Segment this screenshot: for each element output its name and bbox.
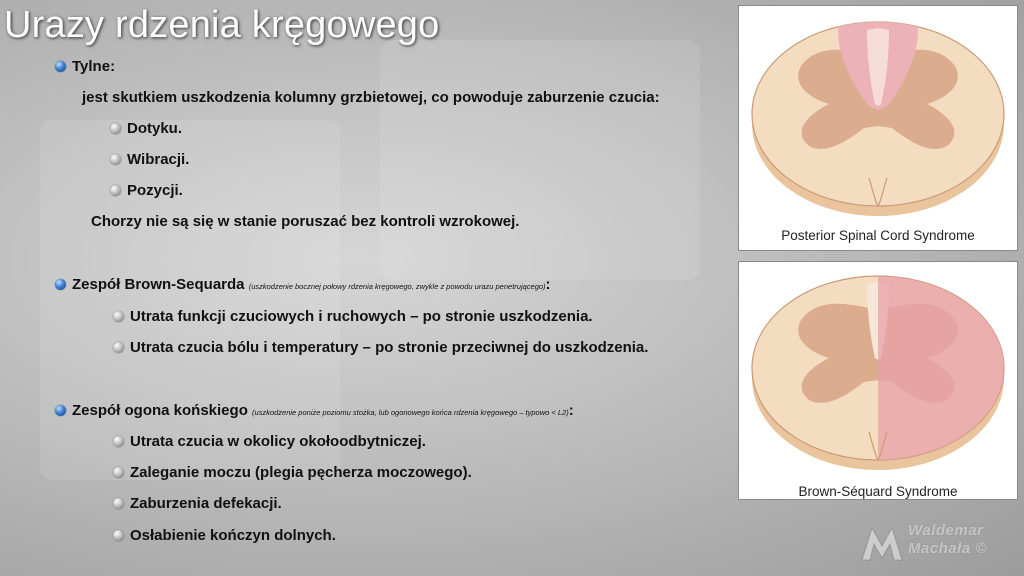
bullet-icon — [110, 123, 121, 134]
author-logo-icon — [858, 520, 906, 568]
bullet-icon — [113, 342, 124, 353]
list-item-text: Osłabienie kończyn dolnych. — [130, 527, 336, 544]
bullet-icon — [113, 436, 124, 447]
figure-caption: Brown-Séquard Syndrome — [798, 484, 958, 499]
list-item-text: Utrata czucia w okolicy okołoodbytniczej. — [130, 433, 426, 450]
bullet-icon — [55, 405, 66, 416]
slide-title: Urazy rdzenia kręgowego — [4, 4, 440, 46]
watermark-line1: Waldemar — [908, 522, 984, 539]
list-item — [110, 120, 182, 137]
spinal-cord-cross-section-illustration — [739, 262, 1017, 499]
bullet-icon — [113, 530, 124, 541]
background-decoration — [380, 40, 700, 280]
list-item-text: Dotyku. — [127, 120, 183, 137]
list-item-text: Zaleganie moczu (plegia pęcherza moczowego). — [130, 464, 472, 481]
bullet-icon — [113, 467, 124, 478]
spinal-cord-cross-section-illustration — [739, 6, 1017, 250]
list-item — [110, 151, 189, 168]
description-text: jest skutkiem uszkodzenia kolumny grzbietowej, co powoduje zaburzenie czucia: — [82, 89, 660, 106]
bullet-icon — [110, 154, 121, 165]
list-item — [113, 308, 593, 325]
section-heading-brown-sequard — [55, 276, 551, 293]
background-decoration — [40, 120, 340, 480]
list-item-text: Pozycji. — [127, 182, 183, 199]
heading-text: Zespół Brown-Sequarda — [72, 276, 245, 293]
list-item — [110, 182, 183, 199]
heading-text: Tylne: — [72, 58, 116, 75]
section-heading-tylne — [55, 58, 115, 75]
author-watermark — [858, 518, 1018, 570]
list-item-text: Utrata funkcji czuciowych i ruchowych – po stronie uszkodzenia. — [130, 308, 593, 325]
bullet-icon — [113, 498, 124, 509]
heading-suffix: : — [568, 402, 574, 419]
list-item-text: Utrata czucia bólu i temperatury – po stronie przeciwnej do uszkodzenia. — [130, 339, 649, 356]
figure-caption: Posterior Spinal Cord Syndrome — [781, 228, 975, 243]
section-heading-cauda — [55, 402, 574, 419]
list-item — [113, 495, 282, 512]
heading-suffix: : — [545, 276, 551, 293]
figure-brown-sequard-syndrome — [738, 261, 1018, 500]
bullet-icon — [55, 61, 66, 72]
list-item-text: Wibracji. — [127, 151, 190, 168]
watermark-line2: Machała © — [908, 540, 987, 557]
conclusion-text: Chorzy nie są się w stanie poruszać bez kontroli wzrokowej. — [91, 213, 520, 230]
list-item — [113, 433, 426, 450]
list-item — [113, 527, 336, 544]
bullet-icon — [110, 185, 121, 196]
bullet-icon — [55, 279, 66, 290]
figure-posterior-syndrome — [738, 5, 1018, 251]
heading-note: (uszkodzenie poniże poziomu stożka, lub ogonowego końca rdzenia kręgowego – typowo < L2) — [252, 408, 569, 417]
list-item — [113, 464, 472, 481]
list-item — [113, 339, 648, 356]
bullet-icon — [113, 311, 124, 322]
heading-text: Zespół ogona końskiego — [72, 402, 248, 419]
list-item-text: Zaburzenia defekacji. — [130, 495, 282, 512]
heading-note: (uszkodzenie bocznej połowy rdzenia kręgowego, zwykle z powodu urazu penetrującego) — [248, 282, 546, 291]
